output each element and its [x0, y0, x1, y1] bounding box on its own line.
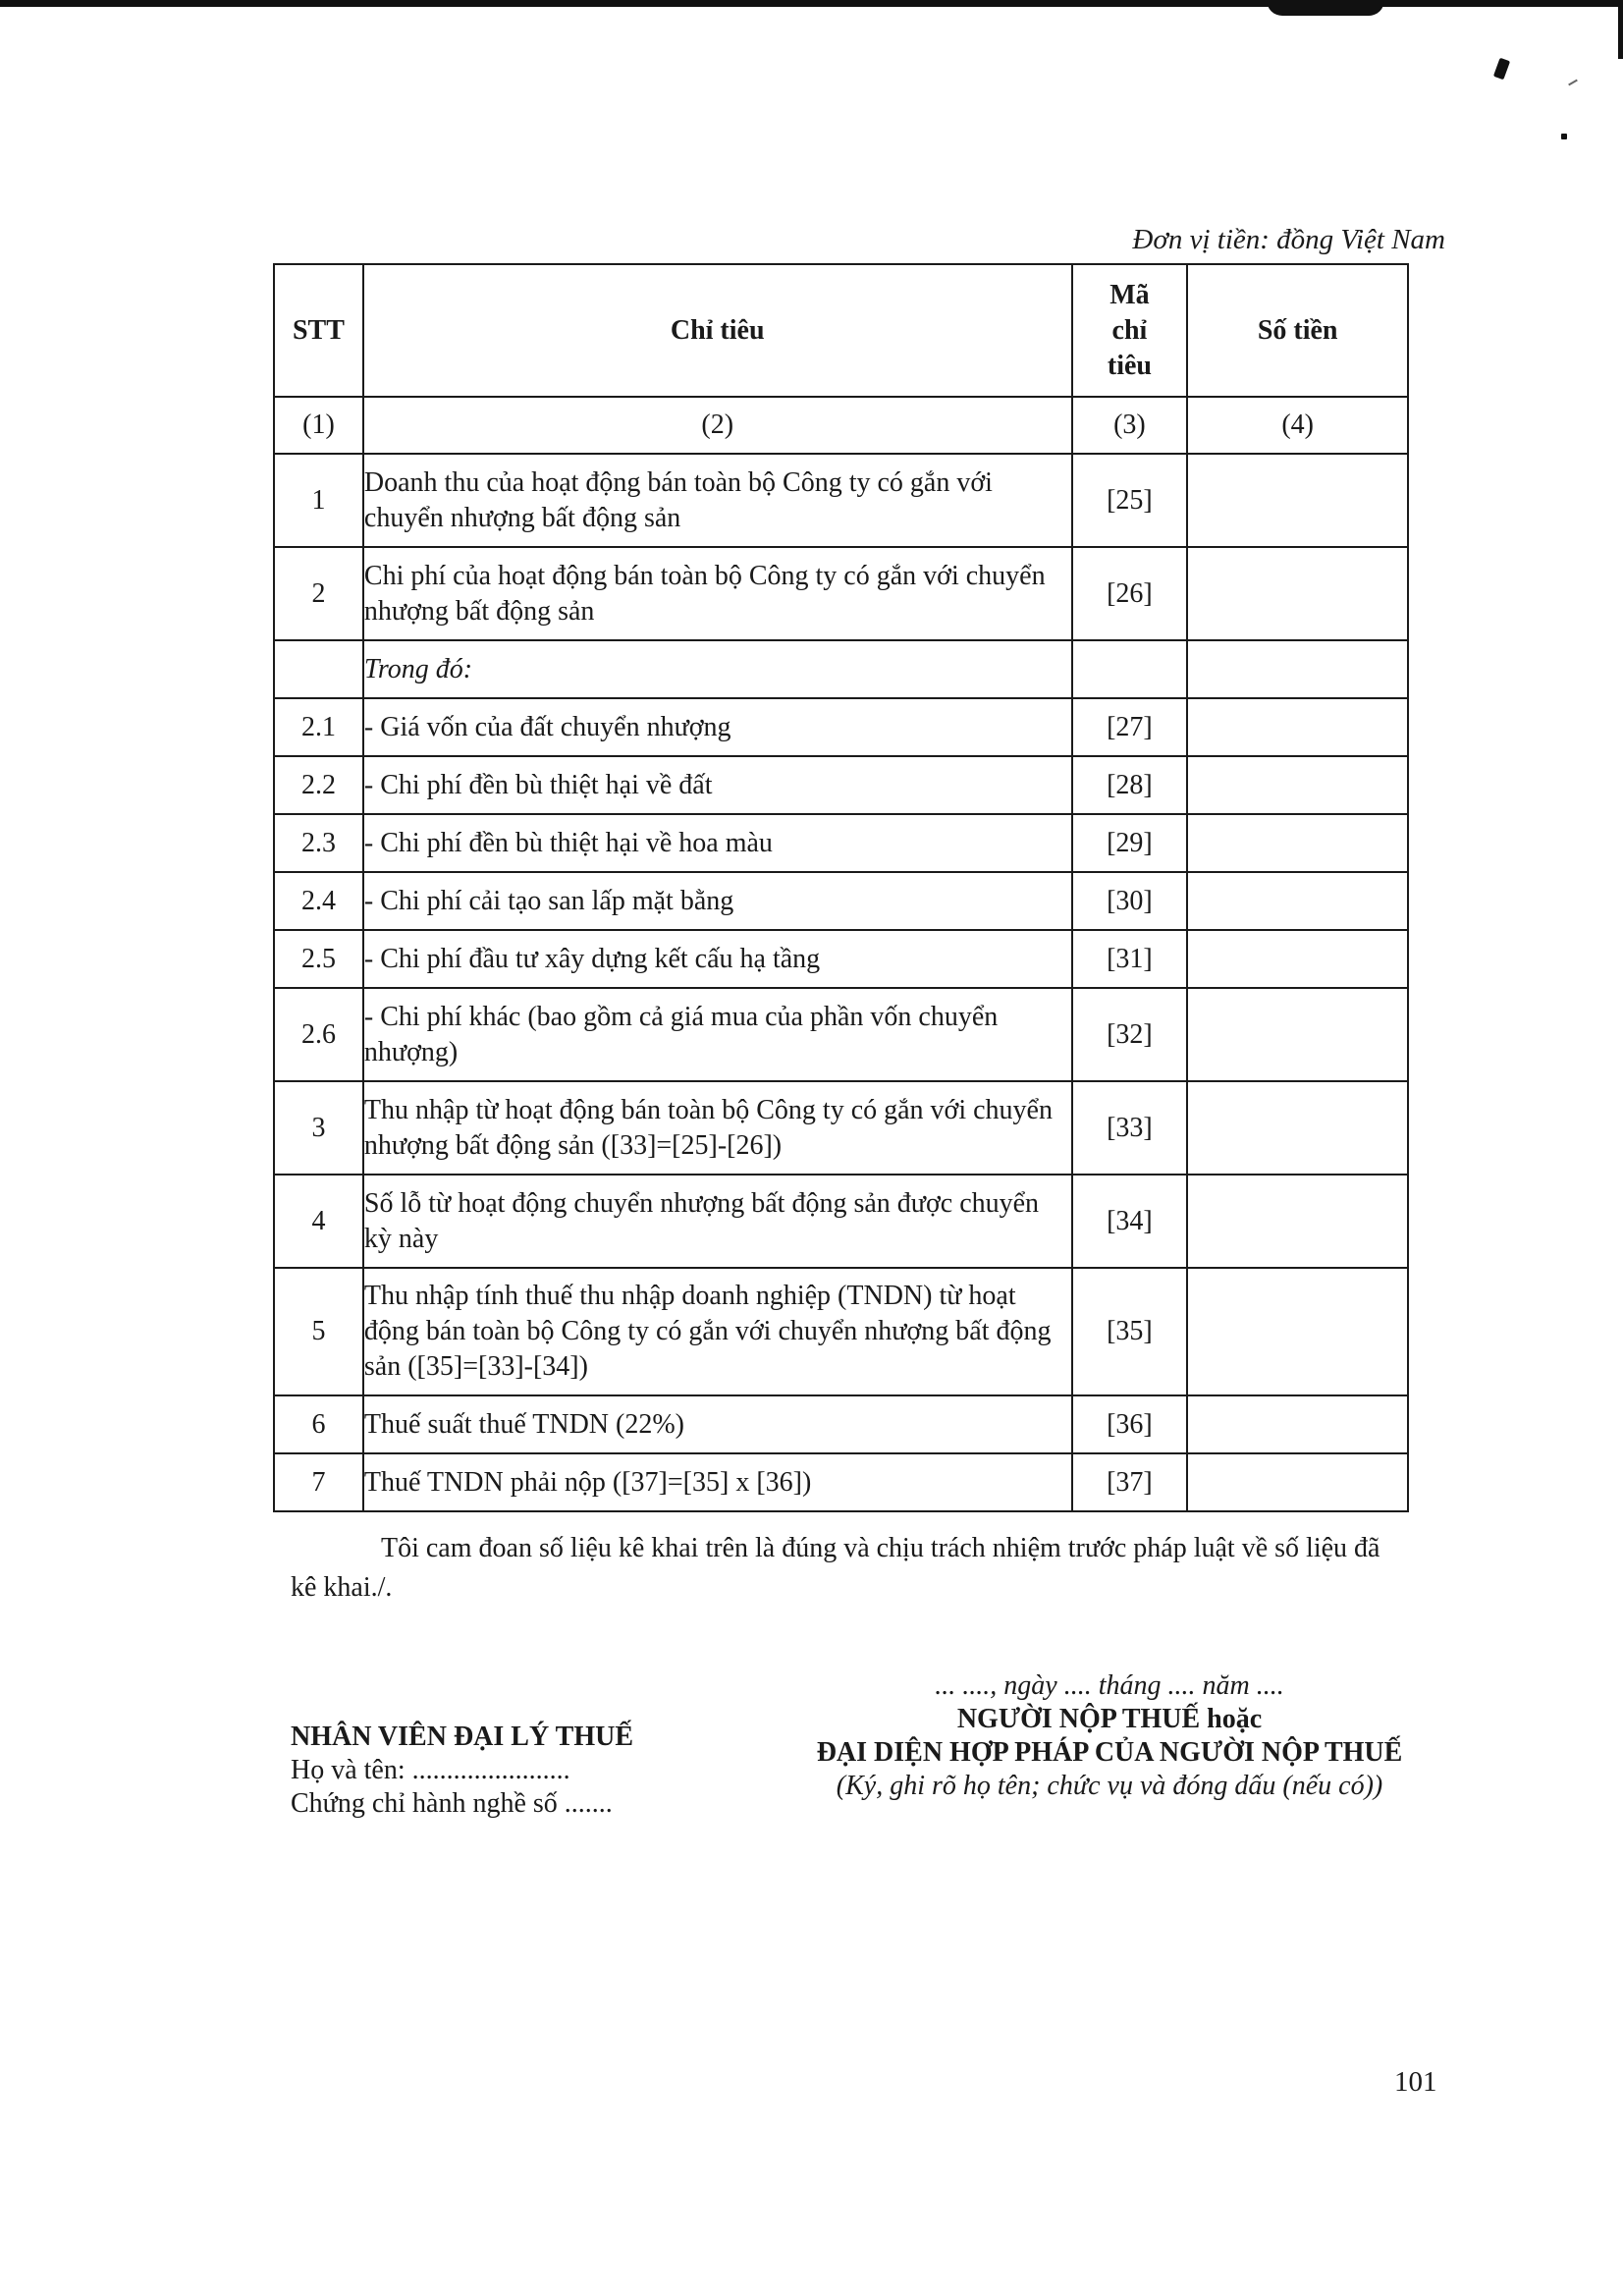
table-row: [274, 1081, 1408, 1175]
header-code: Mã chỉ tiêu: [1072, 264, 1188, 397]
row-code: [31]: [1072, 930, 1188, 988]
tax-agent-title: NHÂN VIÊN ĐẠI LÝ THUẾ: [291, 1722, 634, 1752]
tax-agent-signature-block: [291, 1721, 633, 1821]
tax-agent-name-line: Họ và tên: .......................: [291, 1755, 570, 1785]
column-number: (1): [274, 397, 363, 454]
row-stt: [274, 640, 363, 698]
scan-speck: [1568, 80, 1578, 86]
row-stt: 2: [274, 547, 363, 640]
table-row: [274, 1453, 1408, 1511]
column-number: (2): [363, 397, 1072, 454]
table-row-subheading: [274, 640, 1408, 698]
row-code: [36]: [1072, 1395, 1188, 1453]
row-amount-field[interactable]: [1187, 872, 1408, 930]
row-code: [32]: [1072, 988, 1188, 1081]
taxpayer-signature-block: [766, 1669, 1453, 1803]
row-stt: 4: [274, 1175, 363, 1268]
row-amount-field[interactable]: [1187, 1081, 1408, 1175]
legal-representative-title: ĐẠI DIỆN HỢP PHÁP CỦA NGƯỜI NỘP THUẾ: [816, 1737, 1403, 1768]
header-amount: Số tiền: [1187, 264, 1408, 397]
row-amount-field[interactable]: [1187, 1268, 1408, 1395]
row-amount-field[interactable]: [1187, 814, 1408, 872]
row-indicator: Thuế suất thuế TNDN (22%): [363, 1395, 1072, 1453]
row-indicator: Số lỗ từ hoạt động chuyển nhượng bất động sản được chuyển kỳ này: [363, 1175, 1072, 1268]
row-stt: 3: [274, 1081, 363, 1175]
scan-speck: [1493, 58, 1510, 81]
row-code: [27]: [1072, 698, 1188, 756]
signature-date-line: ... ...., ngày .... tháng .... năm ....: [935, 1670, 1284, 1701]
row-code: [25]: [1072, 454, 1188, 547]
page-number: 101: [1394, 2066, 1437, 2098]
table-row: [274, 454, 1408, 547]
row-code: [33]: [1072, 1081, 1188, 1175]
signature-instruction: (Ký, ghi rõ họ tên; chức vụ và đóng dấu (nếu có)): [836, 1771, 1383, 1801]
currency-unit-note: Đơn vị tiền: đồng Việt Nam: [1132, 224, 1445, 255]
tax-agent-certificate-line: Chứng chỉ hành nghề số .......: [291, 1788, 613, 1819]
pledge-statement: Tôi cam đoan số liệu kê khai trên là đúng và chịu trách nhiệm trước pháp luật về số liệu đã kê khai./.: [291, 1533, 1380, 1603]
column-number: (4): [1187, 397, 1408, 454]
taxpayer-title: NGƯỜI NỘP THUẾ hoặc: [956, 1704, 1263, 1734]
table-row: [274, 1395, 1408, 1453]
row-indicator: - Chi phí đền bù thiệt hại về hoa màu: [363, 814, 1072, 872]
row-amount-field[interactable]: [1187, 698, 1408, 756]
row-amount-field[interactable]: [1187, 1175, 1408, 1268]
row-indicator: Thuế TNDN phải nộp ([37]=[35] x [36]): [363, 1453, 1072, 1511]
row-stt: 6: [274, 1395, 363, 1453]
row-stt: 2.3: [274, 814, 363, 872]
row-amount-field[interactable]: [1187, 454, 1408, 547]
row-amount-field[interactable]: [1187, 547, 1408, 640]
row-stt: 2.6: [274, 988, 363, 1081]
row-indicator: Thu nhập từ hoạt động bán toàn bộ Công ty có gắn với chuyển nhượng bất động sản ([33]=[25]-[26]): [363, 1081, 1072, 1175]
row-indicator: - Chi phí đền bù thiệt hại về đất: [363, 756, 1072, 814]
row-amount-field[interactable]: [1187, 756, 1408, 814]
row-code: [30]: [1072, 872, 1188, 930]
row-amount-field[interactable]: [1187, 1453, 1408, 1511]
tax-declaration-table: [273, 263, 1409, 1512]
row-stt: 2.4: [274, 872, 363, 930]
row-indicator: - Chi phí đầu tư xây dựng kết cấu hạ tầng: [363, 930, 1072, 988]
row-stt: 2.2: [274, 756, 363, 814]
row-stt: 2.5: [274, 930, 363, 988]
row-indicator: Trong đó:: [363, 640, 1072, 698]
scan-artifact: [1267, 0, 1384, 16]
row-amount-field: [1187, 640, 1408, 698]
table-row: [274, 547, 1408, 640]
scan-speck: [1561, 134, 1567, 139]
row-code: [26]: [1072, 547, 1188, 640]
column-number-row: [274, 397, 1408, 454]
scan-edge-right: [1618, 0, 1623, 59]
table-row: [274, 988, 1408, 1081]
row-stt: 5: [274, 1268, 363, 1395]
column-number: (3): [1072, 397, 1188, 454]
row-code: [35]: [1072, 1268, 1188, 1395]
row-code: [34]: [1072, 1175, 1188, 1268]
row-code: [28]: [1072, 756, 1188, 814]
table-row: [274, 814, 1408, 872]
table-row: [274, 872, 1408, 930]
row-stt: 2.1: [274, 698, 363, 756]
header-stt: STT: [274, 264, 363, 397]
header-indicator: Chỉ tiêu: [363, 264, 1072, 397]
table-row: [274, 1175, 1408, 1268]
table-row: [274, 1268, 1408, 1395]
row-stt: 1: [274, 454, 363, 547]
table-header-row: [274, 264, 1408, 397]
table-row: [274, 756, 1408, 814]
row-amount-field[interactable]: [1187, 1395, 1408, 1453]
row-indicator: - Chi phí cải tạo san lấp mặt bằng: [363, 872, 1072, 930]
row-code: [37]: [1072, 1453, 1188, 1511]
table-row: [274, 930, 1408, 988]
row-amount-field[interactable]: [1187, 988, 1408, 1081]
row-indicator: Doanh thu của hoạt động bán toàn bộ Công ty có gắn với chuyển nhượng bất động sản: [363, 454, 1072, 547]
row-code: [1072, 640, 1188, 698]
row-code: [29]: [1072, 814, 1188, 872]
row-indicator: Thu nhập tính thuế thu nhập doanh nghiệp (TNDN) từ hoạt động bán toàn bộ Công ty có gắn với chuyển nhượng bất động sản ([35]=[33]-[34]): [363, 1268, 1072, 1395]
row-stt: 7: [274, 1453, 363, 1511]
row-indicator: - Giá vốn của đất chuyển nhượng: [363, 698, 1072, 756]
row-amount-field[interactable]: [1187, 930, 1408, 988]
row-indicator: - Chi phí khác (bao gồm cả giá mua của phần vốn chuyển nhượng): [363, 988, 1072, 1081]
row-indicator: Chi phí của hoạt động bán toàn bộ Công ty có gắn với chuyển nhượng bất động sản: [363, 547, 1072, 640]
table-row: [274, 698, 1408, 756]
